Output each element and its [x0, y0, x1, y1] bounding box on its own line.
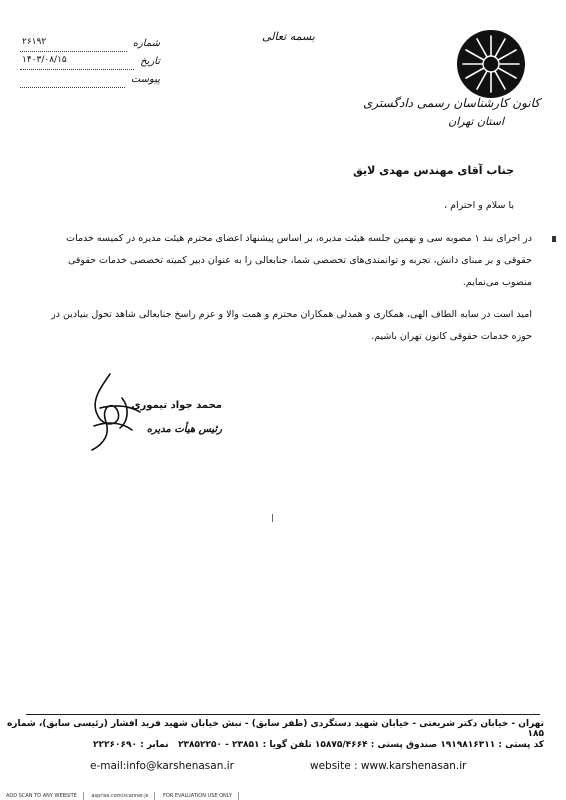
margin-mark [552, 236, 556, 242]
footer-postal-phone: کد پستی : ۱۹۱۹۸۱۶۳۱۱ صندوق پستی : ۱۵۸۷۵/۴۶۶۴ تلفن گویا : ۲۳۸۵۱ - ۲۳۸۵۲۲۵۰ [178, 740, 544, 750]
salutation: با سلام و احترام ، [444, 200, 514, 211]
scan-bar-item: FOR EVALUATION USE ONLY [157, 792, 239, 800]
scanner-watermark-bar [0, 792, 566, 800]
ref-number-row [20, 34, 160, 52]
ref-number-label: شماره [132, 38, 160, 49]
organization-province: استان تهران [448, 115, 504, 128]
body-paragraph-1: در اجرای بند ۱ مصوبه سی و نهمین جلسه هیئت مدیره، بر اساس پیشنهاد اعضای محترم هیئت مدیره در کمیسه خدمات حقوقی و بر مبنای دانش، تجربه و توانمندی‌های تخصصی شما، جنابعالی را به عنوان دبیر کمیته تخصصی خدمات حقوقی منصوب می‌نمایم. [66, 233, 532, 288]
recipient-line: جناب آقای مهندس مهدی لایق [353, 164, 514, 177]
handwritten-signature [70, 368, 180, 454]
starburst-emblem-icon [455, 28, 527, 100]
signer-name: محمد جواد تیموری [131, 400, 222, 411]
fold-mark [272, 514, 273, 522]
ref-attachment-row [20, 70, 160, 88]
footer-address: تهران - خیابان دکتر شریعتی - خیابان شهید دستگردی (ظفر سابق) - نبش خیابان شهید فرید افشار (رئیسی سابق)، شماره ۱۸۵ [6, 719, 544, 739]
body-paragraph-2: امید است در سایه الطاف الهی، همکاری و همدلی همکاران محترم و همت والا و عزم راسخ جنابعالی شاهد تحول بنیادین در حوزه خدمات حقوقی کانون تهران باشیم. [51, 309, 532, 342]
ref-attachment-value [20, 70, 125, 88]
footer-fax: نمابر : ۲۲۲۶۰۶۹۰ [93, 740, 169, 750]
signer-title: رئیس هیأت مدیره [146, 424, 222, 435]
scan-bar-item: ADD SCAN TO ANY WEBSITE [0, 792, 84, 800]
ref-attachment-label: پیوست [130, 74, 160, 85]
reference-block [20, 34, 160, 88]
footer-email[interactable]: e-mail:info@karshenasan.ir [90, 760, 234, 772]
scan-bar-item[interactable]: asprise.com/scanner.js [85, 792, 155, 800]
organization-name: کانون کارشناسان رسمی دادگستری [362, 96, 540, 110]
bismillah-heading: بسمه تعالی [262, 30, 315, 43]
footer-divider [26, 714, 540, 715]
ref-date-label: تاریخ [140, 56, 160, 67]
ref-date-value: ۱۴۰۳/۰۸/۱۵ [20, 52, 134, 70]
ref-number-value: ۲۶۱۹۲ [20, 34, 127, 52]
footer-website[interactable]: website : www.karshenasan.ir [310, 760, 467, 772]
ref-date-row [20, 52, 160, 70]
